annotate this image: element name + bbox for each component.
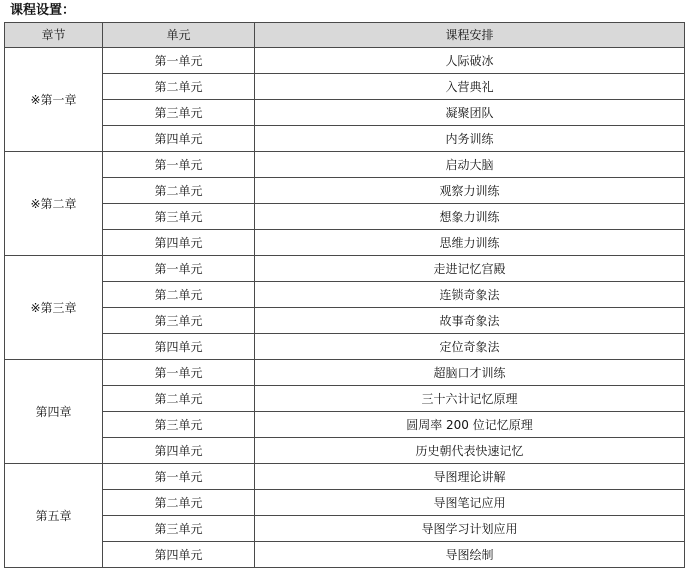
- unit-cell: 第一单元: [103, 360, 255, 386]
- lesson-cell: 思维力训练: [255, 230, 685, 256]
- lesson-cell: 内务训练: [255, 126, 685, 152]
- unit-cell: 第三单元: [103, 412, 255, 438]
- chapter-cell: 第五章: [5, 464, 103, 568]
- table-row: [5, 516, 685, 542]
- lesson-cell: 故事奇象法: [255, 308, 685, 334]
- unit-cell: 第三单元: [103, 516, 255, 542]
- unit-cell: 第二单元: [103, 490, 255, 516]
- unit-cell: 第二单元: [103, 74, 255, 100]
- lesson-cell: 凝聚团队: [255, 100, 685, 126]
- unit-cell: 第一单元: [103, 256, 255, 282]
- lesson-cell: 定位奇象法: [255, 334, 685, 360]
- unit-cell: 第二单元: [103, 178, 255, 204]
- table-row: [5, 412, 685, 438]
- unit-cell: 第四单元: [103, 438, 255, 464]
- table-row: [5, 204, 685, 230]
- lesson-cell: 人际破冰: [255, 48, 685, 74]
- chapter-cell: ※第二章: [5, 152, 103, 256]
- lesson-cell: 走进记忆宫殿: [255, 256, 685, 282]
- lesson-cell: 想象力训练: [255, 204, 685, 230]
- unit-cell: 第四单元: [103, 126, 255, 152]
- chapter-cell: ※第三章: [5, 256, 103, 360]
- unit-cell: 第二单元: [103, 386, 255, 412]
- table-row: [5, 126, 685, 152]
- header-unit: 单元: [103, 23, 255, 48]
- lesson-cell: 圆周率 200 位记忆原理: [255, 412, 685, 438]
- unit-cell: 第一单元: [103, 48, 255, 74]
- lesson-cell: 导图学习计划应用: [255, 516, 685, 542]
- table-row: [5, 256, 685, 282]
- lesson-cell: 导图绘制: [255, 542, 685, 568]
- unit-cell: 第四单元: [103, 230, 255, 256]
- table-row: [5, 48, 685, 74]
- unit-cell: 第四单元: [103, 334, 255, 360]
- lesson-cell: 连锁奇象法: [255, 282, 685, 308]
- table-body: [5, 48, 685, 568]
- table-row: [5, 464, 685, 490]
- lesson-cell: 超脑口才训练: [255, 360, 685, 386]
- lesson-cell: 入营典礼: [255, 74, 685, 100]
- table-row: [5, 74, 685, 100]
- table-row: [5, 308, 685, 334]
- unit-cell: 第二单元: [103, 282, 255, 308]
- lesson-cell: 启动大脑: [255, 152, 685, 178]
- header-chapter: 章节: [5, 23, 103, 48]
- chapter-cell: ※第一章: [5, 48, 103, 152]
- section-title: 课程设置：: [10, 3, 76, 18]
- course-table: [4, 22, 685, 568]
- unit-cell: 第三单元: [103, 100, 255, 126]
- table-row: [5, 542, 685, 568]
- lesson-cell: 历史朝代表快速记忆: [255, 438, 685, 464]
- table-header-row: [5, 23, 685, 48]
- lesson-cell: 三十六计记忆原理: [255, 386, 685, 412]
- table-row: [5, 360, 685, 386]
- header-schedule: 课程安排: [255, 23, 685, 48]
- table-row: [5, 490, 685, 516]
- table-row: [5, 152, 685, 178]
- unit-cell: 第一单元: [103, 152, 255, 178]
- lesson-cell: 导图笔记应用: [255, 490, 685, 516]
- unit-cell: 第四单元: [103, 542, 255, 568]
- table-row: [5, 100, 685, 126]
- lesson-cell: 导图理论讲解: [255, 464, 685, 490]
- table-row: [5, 334, 685, 360]
- table-row: [5, 230, 685, 256]
- table-row: [5, 282, 685, 308]
- table-row: [5, 178, 685, 204]
- unit-cell: 第一单元: [103, 464, 255, 490]
- table-row: [5, 438, 685, 464]
- lesson-cell: 观察力训练: [255, 178, 685, 204]
- unit-cell: 第三单元: [103, 308, 255, 334]
- chapter-cell: 第四章: [5, 360, 103, 464]
- table-row: [5, 386, 685, 412]
- unit-cell: 第三单元: [103, 204, 255, 230]
